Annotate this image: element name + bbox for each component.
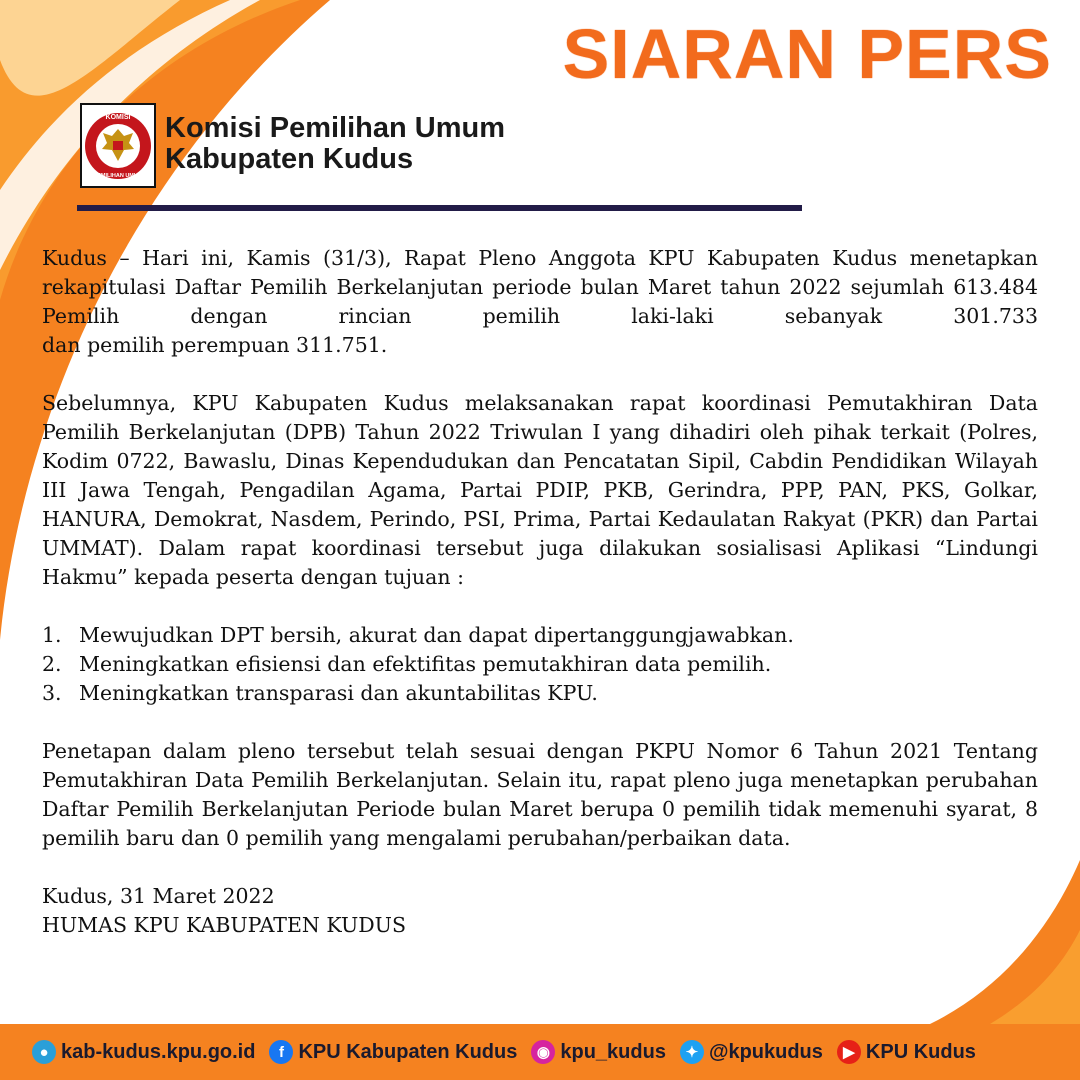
- footer-youtube[interactable]: ▶ KPU Kudus: [837, 1040, 976, 1064]
- facebook-icon: f: [269, 1040, 293, 1064]
- instagram-icon: ◉: [531, 1040, 555, 1064]
- press-release-title: SIARAN PERS: [562, 15, 1052, 93]
- press-release-body: [42, 244, 1038, 940]
- twitter-icon: ✦: [680, 1040, 704, 1064]
- organization-name: [165, 113, 505, 175]
- kpu-logo: [80, 103, 156, 188]
- org-line-1: Komisi Pemilihan Umum: [165, 112, 506, 144]
- list-item: 3. Meningkatkan transparasi dan akuntabilitas KPU.: [42, 681, 598, 705]
- signature-place-date: Kudus, 31 Maret 2022: [42, 884, 275, 908]
- org-line-2: Kabupaten Kudus: [165, 143, 414, 175]
- youtube-icon: ▶: [837, 1040, 861, 1064]
- footer-instagram[interactable]: ◉ kpu_kudus: [531, 1040, 666, 1064]
- paragraph-1-main: Kudus – Hari ini, Kamis (31/3), Rapat Pleno Anggota KPU Kabupaten Kudus menetapkan rekapitulasi Daftar Pemilih Berkelanjutan periode bulan Maret tahun 2022 sejumlah 613.484 Pemilih dengan rincian pemilih laki-laki sebanyak 301.733: [42, 246, 1038, 328]
- paragraph-2: Sebelumnya, KPU Kabupaten Kudus melaksanakan rapat koordinasi Pemutakhiran Data Pemilih Berkelanjutan (DPB) Tahun 2022 Triwulan I yang dihadiri oleh pihak terkait (Polres, Kodim 0722, Bawaslu, Dinas Kependudukan dan Pencatatan Sipil, Cabdin Pendidikan Wilayah III Jawa Tengah, Pengadilan Agama, Partai PDIP, PKB, Gerindra, PPP, PAN, PKS, Golkar, HANURA, Demokrat, Nasdem, Perindo, PSI, Prima, Partai Kedaulatan Rakyat (PKR) dan Partai UMMAT). Dalam rapat koordinasi tersebut juga dilakukan sosialisasi Aplikasi “Lindungi Hakmu” kepada peserta dengan tujuan :: [42, 391, 1038, 589]
- footer-website[interactable]: ● kab-kudus.kpu.go.id: [32, 1040, 255, 1064]
- signature-name: HUMAS KPU KABUPATEN KUDUS: [42, 913, 406, 937]
- list-item: 2. Meningkatkan efisiensi dan efektifitas pemutakhiran data pemilih.: [42, 652, 772, 676]
- objectives-list: [42, 621, 1038, 708]
- globe-icon: ●: [32, 1040, 56, 1064]
- paragraph-3: Penetapan dalam pleno tersebut telah sesuai dengan PKPU Nomor 6 Tahun 2021 Tentang Pemutakhiran Data Pemilih Berkelanjutan. Selain itu, rapat pleno juga menetapkan perubahan Daftar Pemilih Berkelanjutan Periode bulan Maret berupa 0 pemilih tidak memenuhi syarat, 8 pemilih baru dan 0 pemilih yang mengalami perubahan/perbaikan data.: [42, 739, 1038, 850]
- header-divider: [77, 205, 802, 211]
- list-item: 1. Mewujudkan DPT bersih, akurat dan dapat dipertanggungjawabkan.: [42, 623, 794, 647]
- logo-text-bottom: PEMILIHAN UMUM: [93, 173, 143, 179]
- logo-text-top: KOMISI: [105, 114, 131, 121]
- paragraph-1-last-line: dan pemilih perempuan 311.751.: [42, 333, 388, 357]
- footer-twitter[interactable]: ✦ @kpukudus: [680, 1040, 823, 1064]
- social-footer: [0, 1024, 1080, 1080]
- footer-facebook[interactable]: f KPU Kabupaten Kudus: [269, 1040, 517, 1064]
